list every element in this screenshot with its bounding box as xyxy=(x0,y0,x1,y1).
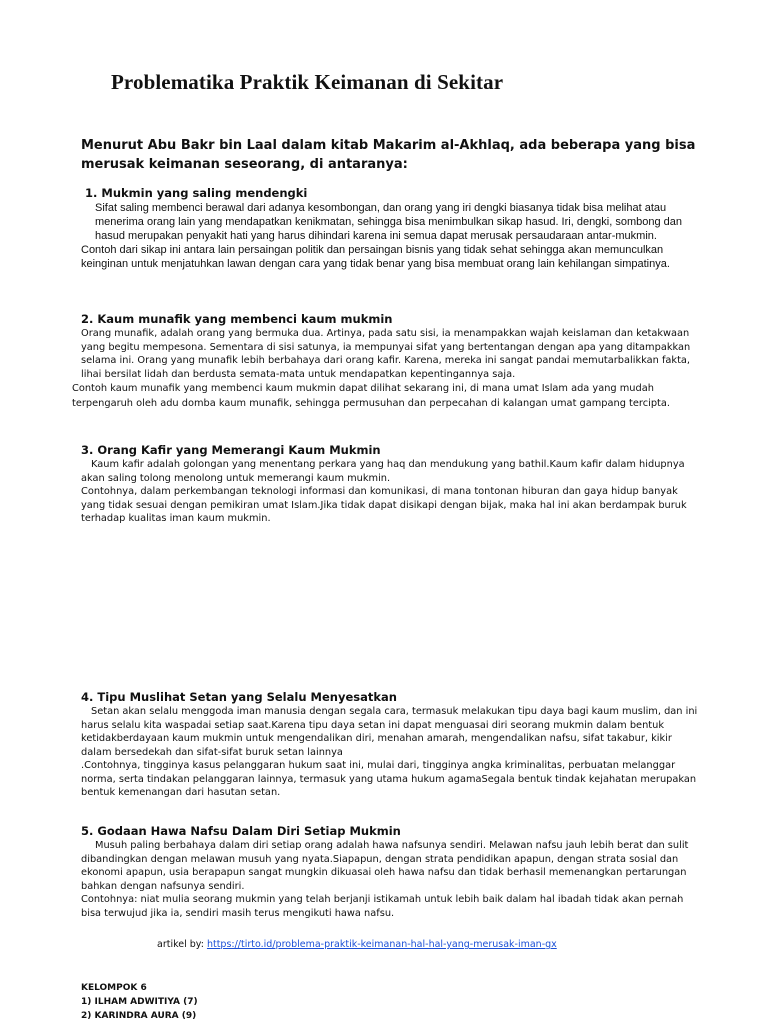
group-member: 2) KARINDRA AURA (9) xyxy=(81,1011,197,1021)
document-title: Problematika Praktik Keimanan di Sekitar xyxy=(111,70,504,94)
credit-label: artikel by: xyxy=(157,939,207,950)
group-name: KELOMPOK 6 xyxy=(81,983,147,993)
section-heading: 1. Mukmin yang saling mendengki xyxy=(85,186,308,200)
section-heading: 5. Godaan Hawa Nafsu Dalam Diri Setiap Mukmin xyxy=(81,824,401,838)
section-paragraph: Contohnya: niat mulia seorang mukmin yang telah berjanji istikamah untuk lebih baik dalam hal ibadah tidak akan pernah bisa terwujud jika ia, sendiri masih terus mengikuti hawa nafsu. xyxy=(81,894,684,919)
section-3 xyxy=(81,443,701,526)
source-link[interactable]: https://tirto.id/problema-praktik-keimanan-hal-hal-yang-merusak-iman-gx xyxy=(206,939,557,950)
section-paragraph: .Contohnya, tingginya kasus pelanggaran hukum saat ini, mulai dari, tingginya angka kriminalitas, perbuatan melanggar norma, serta tindakan pelanggaran lainnya, termasuk yang utama hukum agamaSegala bentuk tindak kejahatan merupakan bentuk kemenangan dari hasutan setan. xyxy=(81,760,697,798)
section-paragraph: Setan akan selalu menggoda iman manusia dengan segala cara, termasuk melakukan tipu daya bagi kaum muslim, dan ini harus selalu kita waspadai setiap saat.Karena tipu daya setan ini dapat menguasai diri seorang mukmin dalam bentuk ketidakberdayaan kaum mukmin untuk mengendalikan diri, menahan amarah, mengendalikan nafsu, sifat takabur, kikir dalam bersedekah dan sifat-sifat buruk setan lainnya xyxy=(81,706,698,758)
section-paragraph: Kaum kafir adalah golongan yang menentang perkara yang haq dan mendukung yang bathil.Kaum kafir dalam hidupnya akan saling tolong menolong untuk memerangi kaum mukmin. xyxy=(81,459,685,484)
section-paragraph: Contoh dari sikap ini antara lain persaingan politik dan persaingan bisnis yang tidak sehat sehingga akan memunculkan keinginan untuk menjatuhkan lawan dengan cara yang tidak benar yang bisa membuat orang lain kehilangan simpatinya. xyxy=(81,244,670,270)
section-heading: 4. Tipu Muslihat Setan yang Selalu Menyesatkan xyxy=(81,690,397,704)
section-2 xyxy=(72,312,712,411)
section-paragraph: Sifat saling membenci berawal dari adanya kesombongan, dan orang yang iri dengki biasanya tidak bisa melihat atau menerima orang lain yang mendapatkan kenikmatan, sehingga bisa menimbulkan sikap hasud. Iri, dengki, sombong dan hasud merupakan penyakit hati yang harus dihindari karena ini semua dapat merusak persaudaraan antar-mukmin. xyxy=(95,202,683,242)
section-paragraph: Musuh paling berbahaya dalam diri setiap orang adalah hawa nafsunya sendiri. Melawan nafsu jauh lebih berat dan sulit dibandingkan dengan melawan musuh yang nyata.Siapapun, dengan strata pendidikan apapun, dengan strata sosial dan ekonomi apapun, usia berapapun sangat mungkin dikuasai oleh hawa nafsu dan tidak berhasil memenangkan pertarungan bahkan dengan nafsunya sendiri. xyxy=(81,840,689,892)
section-4 xyxy=(81,690,701,800)
section-1 xyxy=(81,186,701,271)
section-heading: 3. Orang Kafir yang Memerangi Kaum Mukmin xyxy=(81,443,381,457)
group-info xyxy=(81,981,198,1023)
section-heading: 2. Kaum munafik yang membenci kaum mukmin xyxy=(81,312,393,326)
intro-paragraph: Menurut Abu Bakr bin Laal dalam kitab Makarim al-Akhlaq, ada beberapa yang bisa merusak keimanan seseorang, di antaranya: xyxy=(81,138,696,172)
group-member: 1) ILHAM ADWITIYA (7) xyxy=(81,997,198,1007)
section-paragraph: Contohnya, dalam perkembangan teknologi informasi dan komunikasi, di mana tontonan hiburan dan gaya hidup banyak yang tidak sesuai dengan pemikiran umat Islam.Jika tidak dapat disikapi dengan bijak, maka hal ini akan berdampak buruk terhadap kualitas iman kaum mukmin. xyxy=(81,486,687,524)
section-5 xyxy=(81,824,701,920)
section-paragraph: Orang munafik, adalah orang yang bermuka dua. Artinya, pada satu sisi, ia menampakkan wajah keislaman dan ketakwaan yang begitu mempesona. Sementara di sisi satunya, ia mempunyai sifat yang bertentangan dengan apa yang ditampakkan selama ini. Orang yang munafik lebih berbahaya dari orang kafir. Karena, mereka ini sangat pandai memutarbalikkan fakta, lihai bersilat lidah dan berdusta semata-mata untuk mendapatkan kepentingannya saja. xyxy=(81,328,691,380)
article-credit xyxy=(157,939,557,950)
section-paragraph: Contoh kaum munafik yang membenci kaum mukmin dapat dilihat sekarang ini, di mana umat Islam ada yang mudah terpengaruh oleh adu domba kaum munafik, sehingga permusuhan dan perpecahan di kalangan umat gampang tercipta. xyxy=(72,383,671,409)
